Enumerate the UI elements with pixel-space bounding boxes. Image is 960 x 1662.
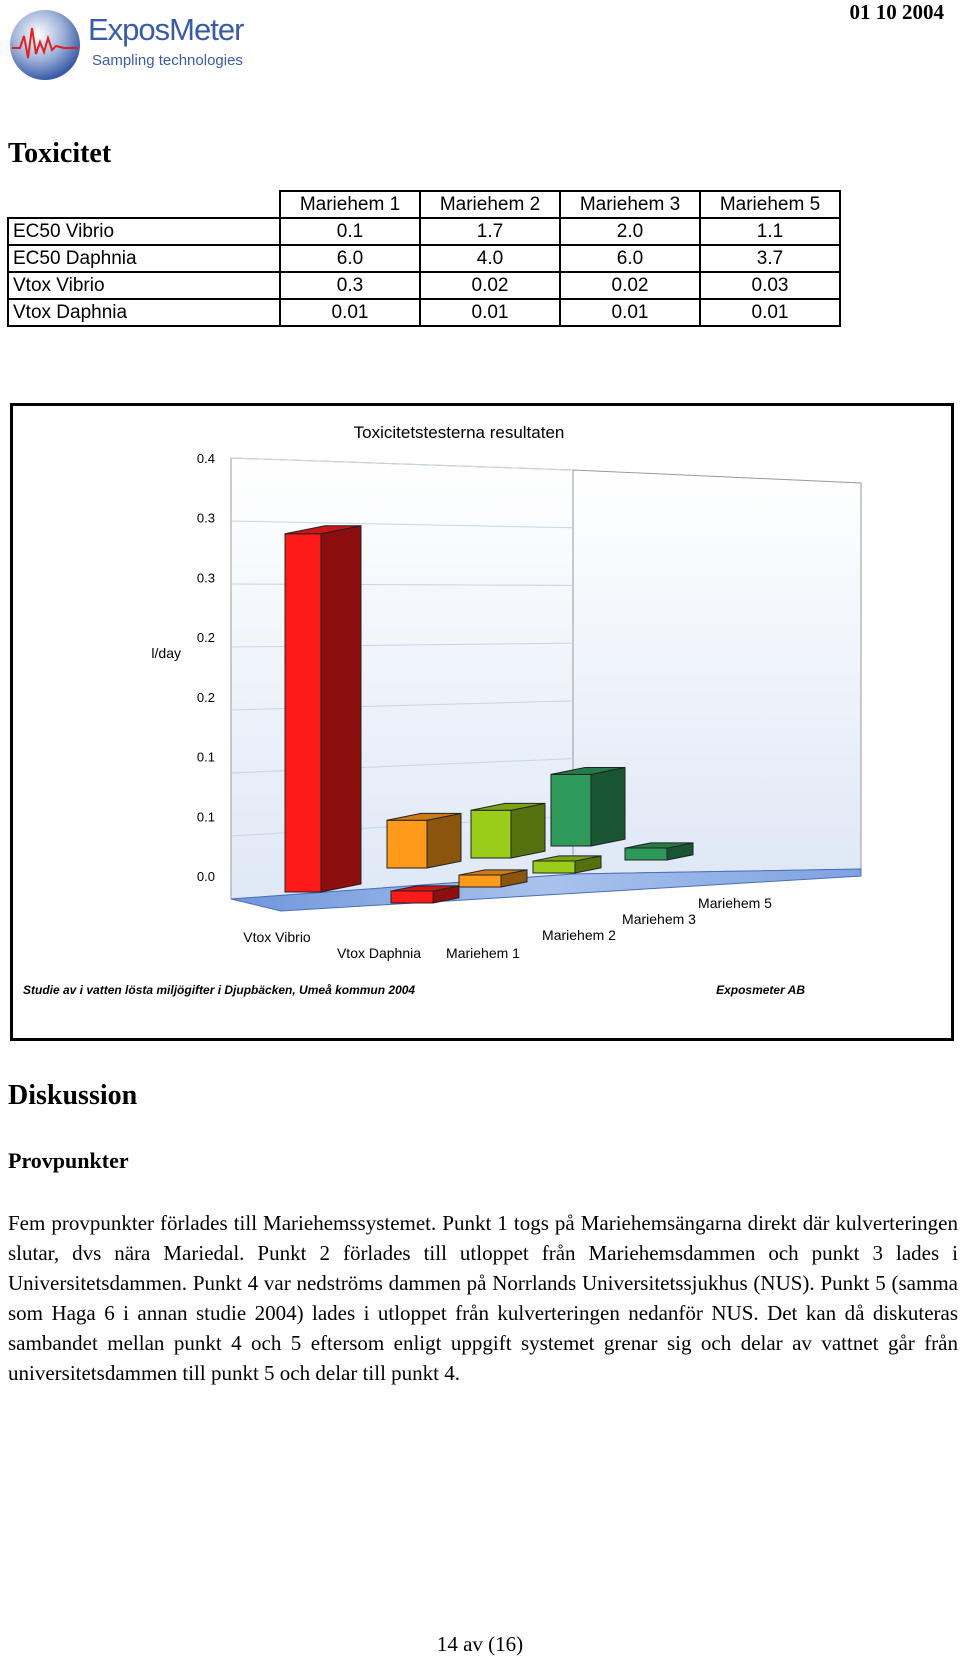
table-row-label: Vtox Vibrio — [8, 272, 280, 299]
chart-bar — [285, 534, 321, 892]
table-cell: 0.01 — [420, 299, 560, 326]
chart-series-label: Vtox Daphnia — [336, 945, 422, 961]
chart-bar — [551, 774, 591, 846]
table-cell: 1.7 — [420, 218, 560, 245]
chart-bar — [391, 891, 433, 903]
table-row — [8, 245, 840, 272]
table-column-header: Mariehem 3 — [560, 191, 700, 218]
table-cell: 3.7 — [700, 245, 840, 272]
chart-bar — [471, 810, 511, 858]
exposmeter-logo — [8, 8, 268, 84]
table-cell: 6.0 — [560, 245, 700, 272]
table-cell: 0.03 — [700, 272, 840, 299]
table-row — [8, 218, 840, 245]
table-row — [8, 272, 840, 299]
table-cell: 1.1 — [700, 218, 840, 245]
chart-bar — [625, 848, 667, 860]
page-number: 14 av (16) — [436, 1632, 524, 1656]
chart-y-tick-label: 0.2 — [196, 630, 215, 646]
chart-category-label: Mariehem 2 — [542, 927, 616, 943]
table-cell: 0.3 — [280, 272, 420, 299]
header-date: 01 10 2004 — [849, 0, 944, 24]
chart-bar-side — [321, 526, 361, 892]
chart-bar-side — [591, 768, 625, 846]
table-row — [8, 299, 840, 326]
diskussion-heading: Diskussion — [8, 1080, 138, 1111]
chart-y-tick-label: 0.1 — [196, 749, 215, 765]
chart-y-tick-label: 0.3 — [196, 510, 215, 526]
table-cell: 2.0 — [560, 218, 700, 245]
table-row-label: Vtox Daphnia — [8, 299, 280, 326]
table-cell: 6.0 — [280, 245, 420, 272]
chart-bar-side — [427, 813, 461, 868]
provpunkter-heading: Provpunkter — [8, 1148, 129, 1173]
chart-y-axis-label: l/day — [151, 645, 181, 661]
chart-y-tick-label: 0.2 — [196, 689, 215, 705]
table-row-label: EC50 Daphnia — [8, 245, 280, 272]
table-cell: 0.01 — [280, 299, 420, 326]
page-header — [0, 0, 960, 90]
chart-footer-right: Exposmeter AB — [716, 983, 805, 997]
chart-bar — [387, 820, 427, 868]
chart-series-label: Vtox Vibrio — [243, 929, 311, 945]
table-cell: 0.01 — [700, 299, 840, 326]
discussion-paragraph: Fem provpunkter förlades till Mariehemssystemet. Punkt 1 togs på Mariehemsängarna direkt där kulverteringen slutar, dvs nära Mariedal. Punkt 2 förlades till utloppet från Mariehemsdammen och punkt 3 lades i Universitetsdammen. Punkt 4 var nedströms dammen på Norrlands Universitetssjukhus (NUS). Punkt 5 (samma som Haga 6 i annan studie 2004) lades i utloppet från kulverteringen nedanför NUS. Det kan då diskuteras sambandet mellan punkt 4 och 5 eftersom enligt uppgift systemet grenar sig och delar av vattnet går från universitetsdammen till punkt 5 och delar till punkt 4. — [8, 1211, 958, 1385]
table-cell: 0.02 — [560, 272, 700, 299]
toxicitet-heading: Toxicitet — [8, 138, 112, 169]
chart-y-tick-label: 0.3 — [196, 570, 215, 586]
chart-bar-side — [511, 803, 545, 858]
logo-tagline: Sampling technologies — [92, 52, 243, 69]
table-column-header: Mariehem 1 — [280, 191, 420, 218]
chart-category-label: Mariehem 5 — [698, 895, 772, 911]
table-column-header: Mariehem 2 — [420, 191, 560, 218]
toxicity-chart — [10, 403, 954, 1041]
table-header-row — [8, 191, 840, 218]
chart-bar — [533, 861, 575, 873]
chart-y-tick-label: 0.4 — [196, 451, 215, 466]
chart-footer-left: Studie av i vatten lösta miljögifter i Djupbäcken, Umeå kommun 2004 — [23, 983, 416, 997]
table-column-header: Mariehem 5 — [700, 191, 840, 218]
table-corner-cell — [8, 191, 280, 218]
table-cell: 4.0 — [420, 245, 560, 272]
table-cell: 0.02 — [420, 272, 560, 299]
table-cell: 0.01 — [560, 299, 700, 326]
table-cell: 0.1 — [280, 218, 420, 245]
chart-y-tick-label: 0.0 — [196, 869, 215, 884]
chart-category-label: Mariehem 3 — [622, 911, 696, 927]
chart-category-label: Mariehem 1 — [446, 945, 520, 961]
chart-canvas — [13, 406, 951, 1038]
logo-wave-icon — [8, 8, 82, 82]
table-row-label: EC50 Vibrio — [8, 218, 280, 245]
logo-name: ExposMeter — [88, 12, 244, 47]
chart-bar — [459, 875, 501, 887]
toxicity-table — [7, 190, 841, 327]
chart-y-tick-label: 0.1 — [196, 809, 215, 825]
chart-title: Toxicitetstesterna resultaten — [353, 423, 565, 442]
